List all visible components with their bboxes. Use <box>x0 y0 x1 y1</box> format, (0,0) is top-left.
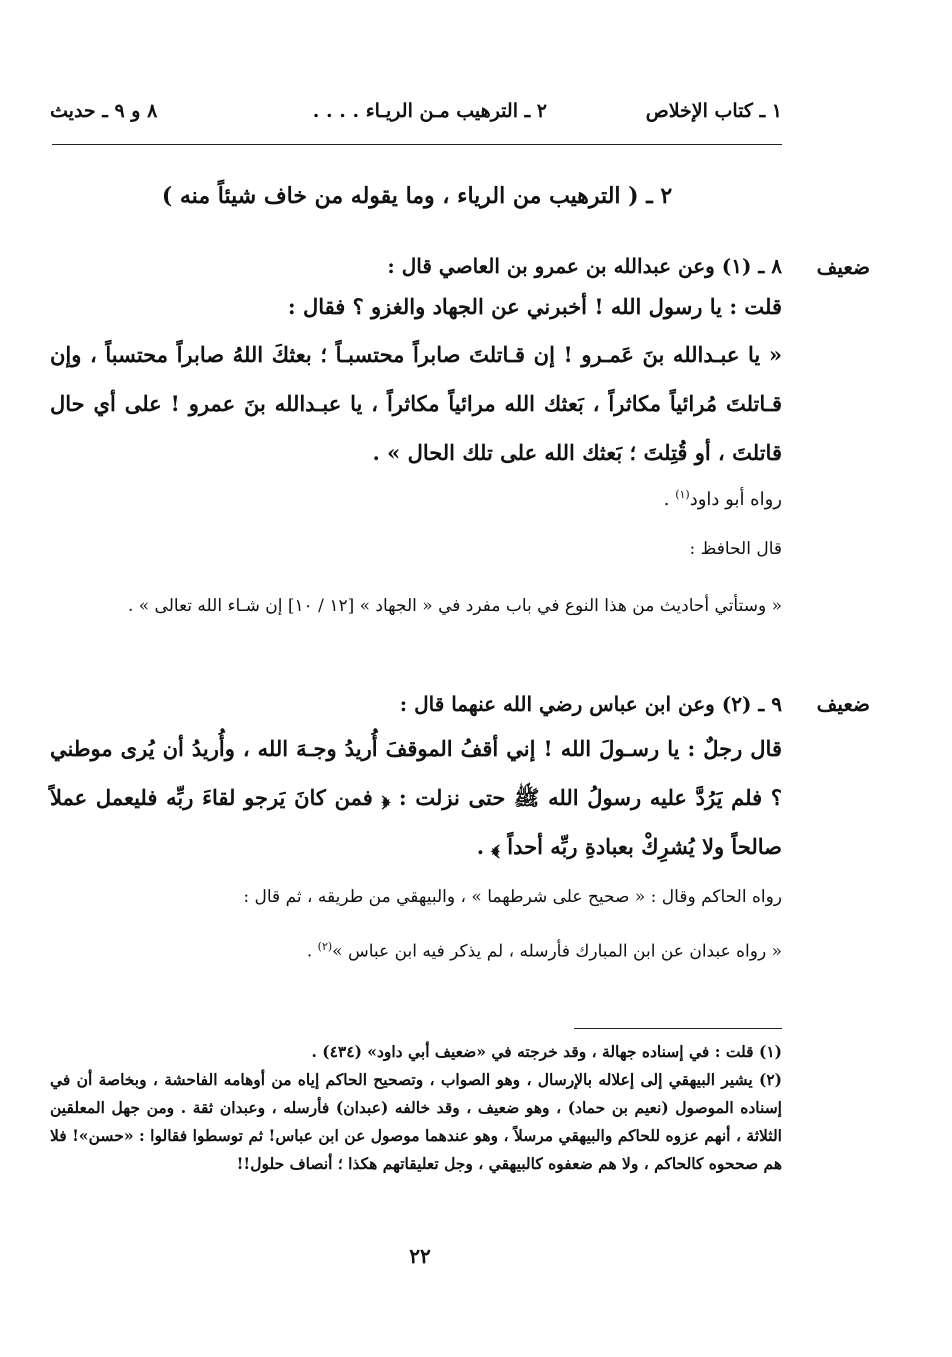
header-hadith-range: ٨ و ٩ ـ حديث <box>50 100 158 122</box>
hadith8-intro: ٨ ـ (١) وعن عبدالله بن عمرو بن العاصي قال : <box>387 254 782 278</box>
hadith8-body: « يا عبـدالله بنَ عَمـرو ! إن قـاتلتَ صابراً محتسبـاً ؛ بعثكَ اللهُ صابراً محتسباً ، وإن قـاتلتَ مُرائياً مكاثراً ، بَعثك الله مرائياً مكاثراً ، يا عبـدالله بنَ عمرو ! على أي حال قاتلتَ ، أو قُتِلتَ ؛ بَعثك الله على تلك الحال » . <box>50 342 782 465</box>
footnote-divider <box>574 1028 782 1029</box>
running-header <box>50 100 782 130</box>
footnote-1: (١) قلت : في إسناده جهالة ، وقد خرجته في «ضعيف أبي داود» (٤٣٤) . <box>311 1042 782 1061</box>
footnote-ref-1: (١) <box>675 488 690 501</box>
hadith9-narration: رواه الحاكم وقال : « صحيح على شرطهما » ، والبيهقي من طريقه ، ثم قال : <box>243 887 782 907</box>
hafiz-note: « وستأتي أحاديث من هذا النوع في باب مفرد في « الجهاد » [١٢ / ١٠] إن شـاء الله تعالى » . <box>127 596 782 616</box>
hadith8-grade: ضعيف <box>816 255 870 279</box>
hadith8-question: قلت : يا رسول الله ! أخبرني عن الجهاد والغزو ؟ فقال : <box>287 294 782 319</box>
hadith9-quote: « رواه عبدان عن ابن المبارك فأرسله ، لم يذكر فيه ابن عباس »$^{(٢)}$ . <box>306 940 782 962</box>
page-number: ٢٢ <box>409 1244 431 1268</box>
hadith9-body: قال رجلٌ : يا رسـولَ الله ! إني أقفُ الموقفَ أُريدُ وجـهَ الله ، وأُريدُ أن يُرى موطني ؟ فلم يَرُدَّ عليه رسولُ الله ﷺ حتى نزلت : ﴿ فمن كانَ يَرجو لقاءَ ربِّه فليعمل عملاً صالحاً ولا يُشرِكْ بعبادةِ ربِّه أحداً ﴾ . <box>50 736 782 859</box>
hadith9-intro: ٩ ـ (٢) وعن ابن عباس رضي الله عنهما قال : <box>399 692 782 716</box>
header-divider <box>52 144 782 145</box>
hafiz-label: قال الحافظ : <box>689 539 782 559</box>
header-book-title: ١ ـ كتاب الإخلاص <box>645 100 782 122</box>
header-chapter-title: ٢ ـ الترهيب مـن الريـاء . . . . <box>312 100 547 122</box>
footnote-ref-2: (٢) <box>317 940 333 953</box>
hadith9-grade: ضعيف <box>816 692 870 716</box>
footnote-2: (٢) يشير البيهقي إلى إعلاله بالإرسال ، وهو الصواب ، وتصحيح الحاكم إياه من أوهامه الفاحشة ، وبخاصة أن في إسناده الموصول (نعيم بن حماد) ، وهو ضعيف ، وقد خالفه (عبدان) فأرسله ، وعبدان ثقة . ومن جهل المعلقين الثلاثة ، أنهم عزوه للحاكم والبيهقي مرسلاً ، وهو عندهما موصول عن ابن عباس! ثم توسطوا فقالوا : «حسن»! فلا هم صححوه كالحاكم ، ولا هم ضعفوه كالبيهقي ، وجل تعليقاتهم هكذا ؛ أنصاف حلول!! <box>50 1070 782 1173</box>
footnotes <box>50 1038 782 1178</box>
hadith8-narration: رواه أبو داود$^{(١)}$ . <box>663 488 782 510</box>
chapter-title: ٢ ـ ( الترهيب من الرياء ، وما يقوله من خاف شيئاً منه ) <box>161 183 673 209</box>
